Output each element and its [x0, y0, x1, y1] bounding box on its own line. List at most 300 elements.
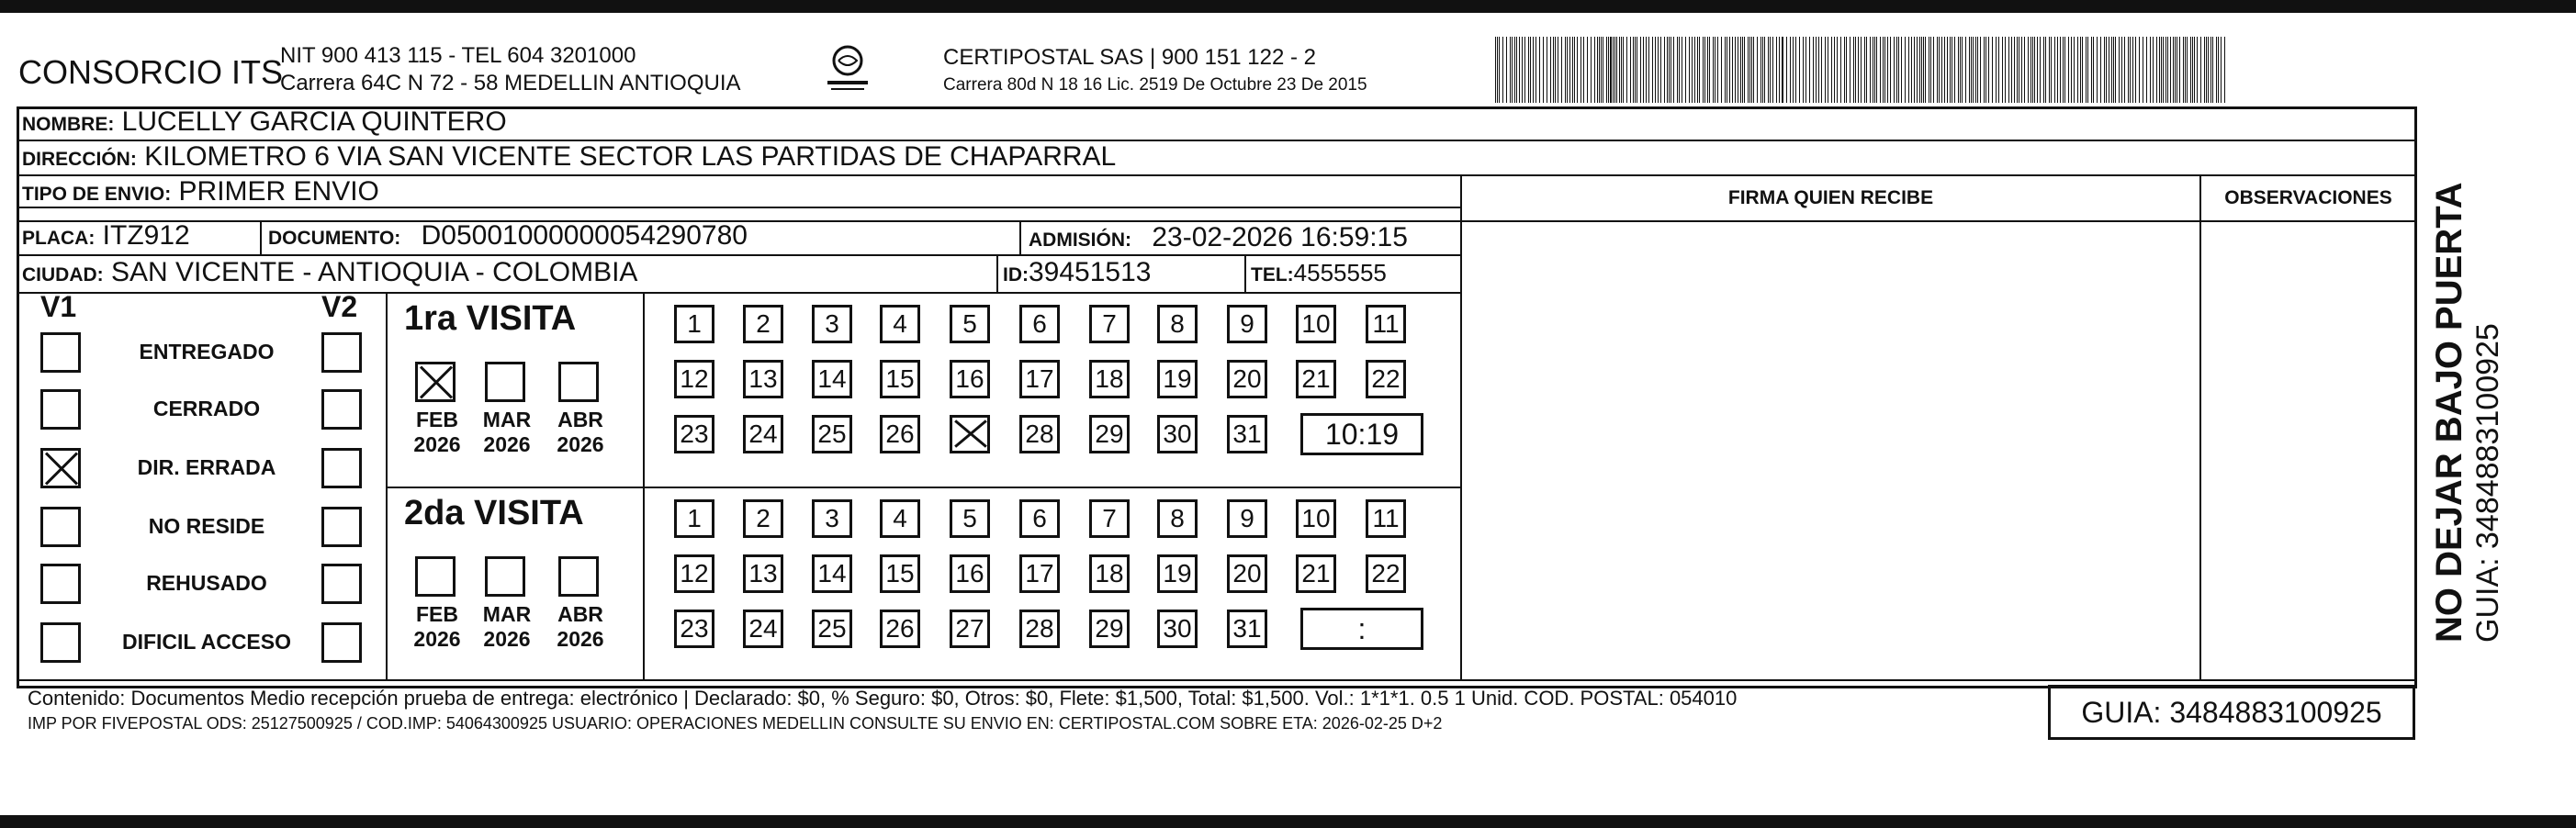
month-year: 2026	[413, 432, 461, 456]
month-label	[478, 602, 536, 652]
month-checkbox[interactable]	[558, 556, 599, 597]
address-line: Carrera 64C N 72 - 58 MEDELLIN ANTIOQUIA	[280, 71, 741, 95]
visit-title: 2da VISITA	[404, 494, 584, 532]
barcode-bar	[2146, 37, 2147, 103]
barcode-bar	[1528, 37, 1529, 103]
barcode-bar	[1969, 37, 1970, 103]
barcode-bar	[1786, 37, 1787, 103]
barcode-bar	[2119, 37, 2120, 103]
barcode-bar	[1550, 37, 1551, 103]
barcode-bar	[1805, 37, 1806, 103]
month-name: ABR	[557, 408, 603, 431]
barcode-bar	[1757, 37, 1758, 103]
v2-checkbox[interactable]	[321, 622, 362, 663]
barcode-bar	[2190, 37, 2191, 103]
barcode-bar	[2204, 37, 2205, 103]
barcode-bar	[1543, 37, 1544, 103]
barcode-bar	[1984, 37, 1985, 103]
barcode-bar	[1655, 37, 1656, 103]
barcode-bar	[2057, 37, 2058, 103]
status-label: ENTREGADO	[139, 340, 275, 364]
day-box[interactable]: 20	[1227, 360, 1267, 398]
day-box[interactable]: 31	[1227, 610, 1267, 648]
barcode-bar	[1732, 37, 1733, 103]
barcode-bar	[1864, 37, 1865, 103]
barcode-bar	[1776, 37, 1777, 103]
status-label: DIR. ERRADA	[137, 455, 276, 479]
day-box[interactable]: 18	[1089, 360, 1130, 398]
barcode-bar	[2087, 37, 2088, 103]
barcode-bar	[1844, 37, 1845, 103]
barcode-bar	[1597, 37, 1598, 103]
documento-value: D05001000000054290780	[421, 220, 748, 251]
day-box[interactable]: 17	[1019, 360, 1060, 398]
firma-header: FIRMA QUIEN RECIBE	[1727, 187, 1934, 208]
status-label: REHUSADO	[146, 571, 267, 595]
barcode-bar	[2063, 37, 2064, 103]
barcode-bar	[1884, 37, 1885, 103]
barcode-bar	[1866, 37, 1867, 103]
barcode-bar	[1709, 37, 1710, 103]
day-box[interactable]: 9	[1227, 305, 1267, 343]
documento-cell	[268, 220, 748, 252]
barcode-bar	[1664, 37, 1665, 103]
barcode-bar	[1626, 37, 1627, 103]
barcode-bar	[1914, 37, 1915, 103]
barcode-bar	[1648, 37, 1649, 103]
barcode-bar	[2064, 37, 2065, 103]
barcode-bar	[1565, 37, 1566, 103]
barcode-bar	[2192, 37, 2193, 103]
day-box[interactable]: 14	[812, 554, 852, 593]
day-box[interactable]: 2	[743, 499, 783, 538]
day-box[interactable]: 5	[950, 499, 990, 538]
barcode-bar	[1923, 37, 1924, 103]
barcode-bar	[1633, 37, 1634, 103]
barcode-bar	[1962, 37, 1963, 103]
barcode-bar	[2017, 37, 2018, 103]
day-box[interactable]: 24	[743, 610, 783, 648]
barcode-bar	[1831, 37, 1832, 103]
day-box[interactable]: 15	[880, 554, 920, 593]
barcode-bar	[2167, 37, 2168, 103]
v1-header: V1	[40, 290, 77, 323]
col-divider	[643, 292, 645, 679]
barcode-bar	[1782, 37, 1783, 103]
tipo-label: TIPO DE ENVIO:	[22, 184, 172, 205]
barcode-bar	[1930, 37, 1931, 103]
barcode-bar	[2183, 37, 2184, 103]
barcode-bar	[1954, 37, 1955, 103]
day-box[interactable]: 16	[950, 360, 990, 398]
placa-label: PLACA:	[22, 228, 96, 249]
company-info	[280, 42, 741, 97]
barcode-bar	[1621, 37, 1622, 103]
barcode-bar	[2130, 37, 2131, 103]
barcode	[1495, 37, 2228, 103]
status-label: CERRADO	[152, 397, 261, 420]
barcode-bar	[2150, 37, 2151, 103]
visit-time[interactable]: :	[1300, 608, 1423, 650]
barcode-bar	[1874, 37, 1875, 103]
v1-checkbox[interactable]	[40, 622, 81, 663]
barcode-bar	[2045, 37, 2046, 103]
barcode-bar	[1768, 37, 1769, 103]
day-box[interactable]: 29	[1089, 415, 1130, 453]
barcode-bar	[1861, 37, 1862, 103]
barcode-bar	[2002, 37, 2003, 103]
day-box[interactable]: 30	[1157, 610, 1198, 648]
day-box[interactable]: 19	[1157, 554, 1198, 593]
admision-cell	[1029, 222, 1408, 253]
v2-checkbox[interactable]	[321, 448, 362, 488]
barcode-bar	[1610, 37, 1612, 103]
barcode-bar	[1512, 37, 1513, 103]
cert-address: Carrera 80d N 18 16 Lic. 2519 De Octubre 23 De 2015	[943, 75, 1367, 95]
day-box[interactable]: 5	[950, 305, 990, 343]
day-box[interactable]: 22	[1366, 554, 1406, 593]
day-box[interactable]: 17	[1019, 554, 1060, 593]
tipo-value: PRIMER ENVIO	[178, 176, 379, 207]
barcode-bar	[2216, 37, 2217, 103]
visit-time[interactable]: 10:19	[1300, 413, 1423, 455]
day-box[interactable]: 9	[1227, 499, 1267, 538]
barcode-bar	[2187, 37, 2188, 103]
barcode-bar	[2113, 37, 2114, 103]
day-box[interactable]: 21	[1296, 554, 1336, 593]
cell-divider	[260, 220, 262, 255]
day-box[interactable]: 13	[743, 360, 783, 398]
day-box[interactable]: 6	[1019, 305, 1060, 343]
barcode-bar	[1818, 37, 1819, 103]
day-box[interactable]: 1	[674, 305, 714, 343]
barcode-bar	[1947, 37, 1948, 103]
barcode-bar	[2054, 37, 2055, 103]
cert-line: CERTIPOSTAL SAS | 900 151 122 - 2	[943, 45, 1316, 70]
v1-checkbox[interactable]	[40, 448, 81, 488]
day-box[interactable]: 11	[1366, 305, 1406, 343]
barcode-bar	[1717, 37, 1718, 103]
barcode-bar	[1749, 37, 1750, 103]
barcode-bar	[2132, 37, 2133, 103]
barcode-bar	[1760, 37, 1761, 103]
day-box[interactable]: 12	[674, 554, 714, 593]
barcode-bar	[2208, 37, 2209, 103]
tel-value: 4555555	[1293, 259, 1387, 286]
barcode-bar	[1925, 37, 1926, 103]
barcode-bar	[1516, 37, 1517, 103]
barcode-bar	[1837, 37, 1838, 103]
barcode-bar	[2170, 37, 2171, 103]
day-box[interactable]: 31	[1227, 415, 1267, 453]
day-box[interactable]: 28	[1019, 415, 1060, 453]
day-box[interactable]: 4	[880, 499, 920, 538]
documento-label: DOCUMENTO:	[268, 228, 401, 249]
barcode-bar	[1514, 37, 1515, 103]
barcode-bar	[2080, 37, 2081, 103]
barcode-bar	[1896, 37, 1897, 103]
barcode-bar	[2043, 37, 2044, 103]
day-box[interactable]: 12	[674, 360, 714, 398]
barcode-bar	[2049, 37, 2050, 103]
barcode-bar	[2175, 37, 2176, 103]
barcode-bar	[2218, 37, 2219, 103]
barcode-bar	[1985, 37, 1986, 103]
day-box[interactable]: 22	[1366, 360, 1406, 398]
day-box[interactable]: 11	[1366, 499, 1406, 538]
v1-checkbox[interactable]	[40, 507, 81, 547]
nombre-label: NOMBRE:	[22, 114, 115, 135]
day-box[interactable]: 20	[1227, 554, 1267, 593]
day-box[interactable]: 16	[950, 554, 990, 593]
barcode-bar	[1816, 37, 1817, 103]
day-box[interactable]: 24	[743, 415, 783, 453]
v2-checkbox[interactable]	[321, 332, 362, 373]
barcode-bar	[1685, 37, 1686, 103]
barcode-bar	[2034, 37, 2035, 103]
barcode-bar	[1870, 37, 1871, 103]
barcode-bar	[2106, 37, 2107, 103]
barcode-bar	[2011, 37, 2012, 103]
direccion-label: DIRECCIÓN:	[22, 149, 137, 170]
barcode-bar	[1779, 37, 1780, 103]
month-name: MAR	[482, 602, 532, 626]
barcode-bar	[2173, 37, 2174, 103]
day-box[interactable]: 18	[1089, 554, 1130, 593]
cell-divider	[1244, 254, 1246, 293]
barcode-bar	[1937, 37, 1938, 103]
barcode-bar	[2221, 37, 2222, 103]
certipostal-logo-icon	[822, 42, 873, 97]
barcode-bar	[1699, 37, 1700, 103]
barcode-bar	[1533, 37, 1534, 103]
month-checkbox[interactable]	[415, 556, 456, 597]
nombre-value: LUCELLY GARCIA QUINTERO	[121, 106, 507, 137]
barcode-bar	[1742, 37, 1743, 103]
barcode-bar	[1614, 37, 1615, 103]
barcode-bar	[2028, 37, 2029, 103]
barcode-bar	[2210, 37, 2211, 103]
day-box[interactable]: 8	[1157, 499, 1198, 538]
v1-checkbox[interactable]	[40, 389, 81, 430]
visit-title: 1ra VISITA	[404, 299, 577, 338]
barcode-bar	[1572, 37, 1573, 103]
ciudad-value: SAN VICENTE - ANTIOQUIA - COLOMBIA	[111, 257, 638, 287]
day-box[interactable]: 26	[880, 610, 920, 648]
barcode-bar	[1646, 37, 1647, 103]
month-checkbox[interactable]	[415, 362, 456, 402]
barcode-bar	[2165, 37, 2166, 103]
barcode-bar	[2185, 37, 2186, 103]
barcode-bar	[2024, 37, 2025, 103]
barcode-bar	[1510, 37, 1511, 103]
top-edge-bar	[0, 0, 2576, 13]
barcode-bar	[1553, 37, 1554, 103]
barcode-bar	[1840, 37, 1841, 103]
barcode-bar	[2224, 37, 2225, 103]
v1-checkbox[interactable]	[40, 332, 81, 373]
day-box[interactable]: 10	[1296, 499, 1336, 538]
day-box[interactable]: 27	[950, 610, 990, 648]
barcode-bar	[1944, 37, 1945, 103]
barcode-bar	[2124, 37, 2125, 103]
barcode-bar	[1795, 37, 1796, 103]
barcode-bar	[1692, 37, 1693, 103]
status-label: DIFICIL ACCESO	[121, 630, 291, 654]
v2-checkbox[interactable]	[321, 389, 362, 430]
day-box[interactable]: 23	[674, 610, 714, 648]
day-box[interactable]: 7	[1089, 499, 1130, 538]
barcode-bar	[1519, 37, 1520, 103]
day-box[interactable]: 8	[1157, 305, 1198, 343]
barcode-bar	[1911, 37, 1912, 103]
day-box[interactable]: 3	[812, 499, 852, 538]
barcode-bar	[1917, 37, 1918, 103]
contenido-line: Contenido: Documentos Medio recepción prueba de entrega: electrónico | Declarado: $0, % Seguro: $0, Otros: $0, Flete: $1,500, Total: $1,500. Vol.: 1*1*1. 0.5 1 Unid. COD. POSTAL: 054010	[28, 687, 1738, 710]
day-box[interactable]: 25	[812, 415, 852, 453]
day-box[interactable]: 29	[1089, 610, 1130, 648]
tel-label: TEL:	[1251, 264, 1294, 285]
barcode-bar	[1643, 37, 1644, 103]
day-box[interactable]: 28	[1019, 610, 1060, 648]
barcode-bar	[1898, 37, 1899, 103]
barcode-bar	[1821, 37, 1822, 103]
cell-divider	[1019, 220, 1021, 255]
barcode-bar	[1793, 37, 1794, 103]
barcode-bar	[1697, 37, 1698, 103]
day-box[interactable]: 15	[880, 360, 920, 398]
barcode-bar	[1753, 37, 1754, 103]
day-box[interactable]: 6	[1019, 499, 1060, 538]
barcode-bar	[1740, 37, 1741, 103]
barcode-bar	[2060, 37, 2061, 103]
side-guia: GUIA: 3484883100925	[2470, 323, 2505, 643]
month-name: FEB	[416, 408, 458, 431]
month-year: 2026	[483, 432, 531, 456]
barcode-bar	[1996, 37, 1997, 103]
barcode-bar	[1748, 37, 1749, 103]
barcode-bar	[1608, 37, 1609, 103]
day-box[interactable]: 14	[812, 360, 852, 398]
barcode-bar	[1522, 37, 1523, 103]
barcode-bar	[2008, 37, 2009, 103]
day-box[interactable]	[950, 415, 990, 453]
month-checkbox[interactable]	[485, 362, 525, 402]
day-box[interactable]: 10	[1296, 305, 1336, 343]
col-divider	[2199, 174, 2201, 679]
observaciones-header: OBSERVACIONES	[2224, 187, 2392, 208]
day-box[interactable]: 7	[1089, 305, 1130, 343]
barcode-bar	[2037, 37, 2038, 103]
day-box[interactable]: 1	[674, 499, 714, 538]
barcode-bar	[1960, 37, 1961, 103]
barcode-bar	[1567, 37, 1568, 103]
barcode-bar	[2086, 37, 2087, 103]
barcode-bar	[2051, 37, 2052, 103]
day-box[interactable]: 2	[743, 305, 783, 343]
barcode-bar	[1594, 37, 1595, 103]
barcode-bar	[2032, 37, 2033, 103]
col-divider	[1460, 174, 1462, 679]
barcode-bar	[1555, 37, 1556, 103]
barcode-bar	[2212, 37, 2213, 103]
barcode-bar	[1809, 37, 1810, 103]
day-box[interactable]: 19	[1157, 360, 1198, 398]
barcode-bar	[1971, 37, 1972, 103]
barcode-bar	[1530, 37, 1531, 103]
barcode-bar	[1673, 37, 1674, 103]
day-box[interactable]: 21	[1296, 360, 1336, 398]
barcode-bar	[1813, 37, 1814, 103]
barcode-bar	[1919, 37, 1920, 103]
month-label	[478, 408, 536, 457]
v1-checkbox[interactable]	[40, 564, 81, 604]
barcode-bar	[1495, 37, 1496, 103]
barcode-bar	[1939, 37, 1940, 103]
day-box[interactable]: 23	[674, 415, 714, 453]
placa-value: ITZ912	[102, 220, 190, 251]
barcode-bar	[1670, 37, 1671, 103]
col-divider	[386, 292, 388, 679]
no-dejar-notice: NO DEJAR BAJO PUERTA	[2429, 182, 2469, 643]
barcode-bar	[1619, 37, 1620, 103]
barcode-bar	[1580, 37, 1581, 103]
day-box[interactable]: 3	[812, 305, 852, 343]
day-box[interactable]: 25	[812, 610, 852, 648]
barcode-bar	[1591, 37, 1592, 103]
day-box[interactable]: 30	[1157, 415, 1198, 453]
month-year: 2026	[483, 627, 531, 651]
v2-checkbox[interactable]	[321, 507, 362, 547]
barcode-bar	[1977, 37, 1978, 103]
barcode-bar	[1905, 37, 1906, 103]
barcode-bar	[2135, 37, 2136, 103]
month-checkbox[interactable]	[558, 362, 599, 402]
barcode-bar	[2093, 37, 2094, 103]
barcode-bar	[2021, 37, 2022, 103]
month-name: MAR	[482, 408, 532, 431]
barcode-bar	[2153, 37, 2154, 103]
barcode-bar	[2091, 37, 2092, 103]
day-box[interactable]: 13	[743, 554, 783, 593]
ciudad-label: CIUDAD:	[22, 264, 104, 285]
cell-divider	[996, 254, 998, 293]
barcode-bar	[1988, 37, 1989, 103]
imp-line: IMP POR FIVEPOSTAL ODS: 25127500925 / COD.IMP: 54064300925 USUARIO: OPERACIONES MEDELLIN CONSULTE SU ENVIO EN: CERTIPOSTAL.COM SOBRE ETA: 2026-02-25 D+2	[28, 714, 1443, 733]
barcode-bar	[1704, 37, 1705, 103]
id-value: 39451513	[1029, 257, 1152, 287]
barcode-bar	[2161, 37, 2162, 103]
barcode-bar	[1703, 37, 1704, 103]
month-checkbox[interactable]	[485, 556, 525, 597]
barcode-bar	[1725, 37, 1726, 103]
barcode-bar	[1539, 37, 1540, 103]
v2-checkbox[interactable]	[321, 564, 362, 604]
barcode-bar	[1950, 37, 1951, 103]
day-box[interactable]: 26	[880, 415, 920, 453]
barcode-bar	[1880, 37, 1881, 103]
direccion-row	[22, 141, 1116, 173]
barcode-bar	[1677, 37, 1678, 103]
barcode-bar	[1707, 37, 1708, 103]
barcode-bar	[1770, 37, 1771, 103]
month-year: 2026	[413, 627, 461, 651]
tel-cell	[1251, 259, 1387, 287]
day-box[interactable]: 4	[880, 305, 920, 343]
barcode-bar	[1853, 37, 1854, 103]
barcode-bar	[2111, 37, 2112, 103]
month-label	[408, 408, 467, 457]
